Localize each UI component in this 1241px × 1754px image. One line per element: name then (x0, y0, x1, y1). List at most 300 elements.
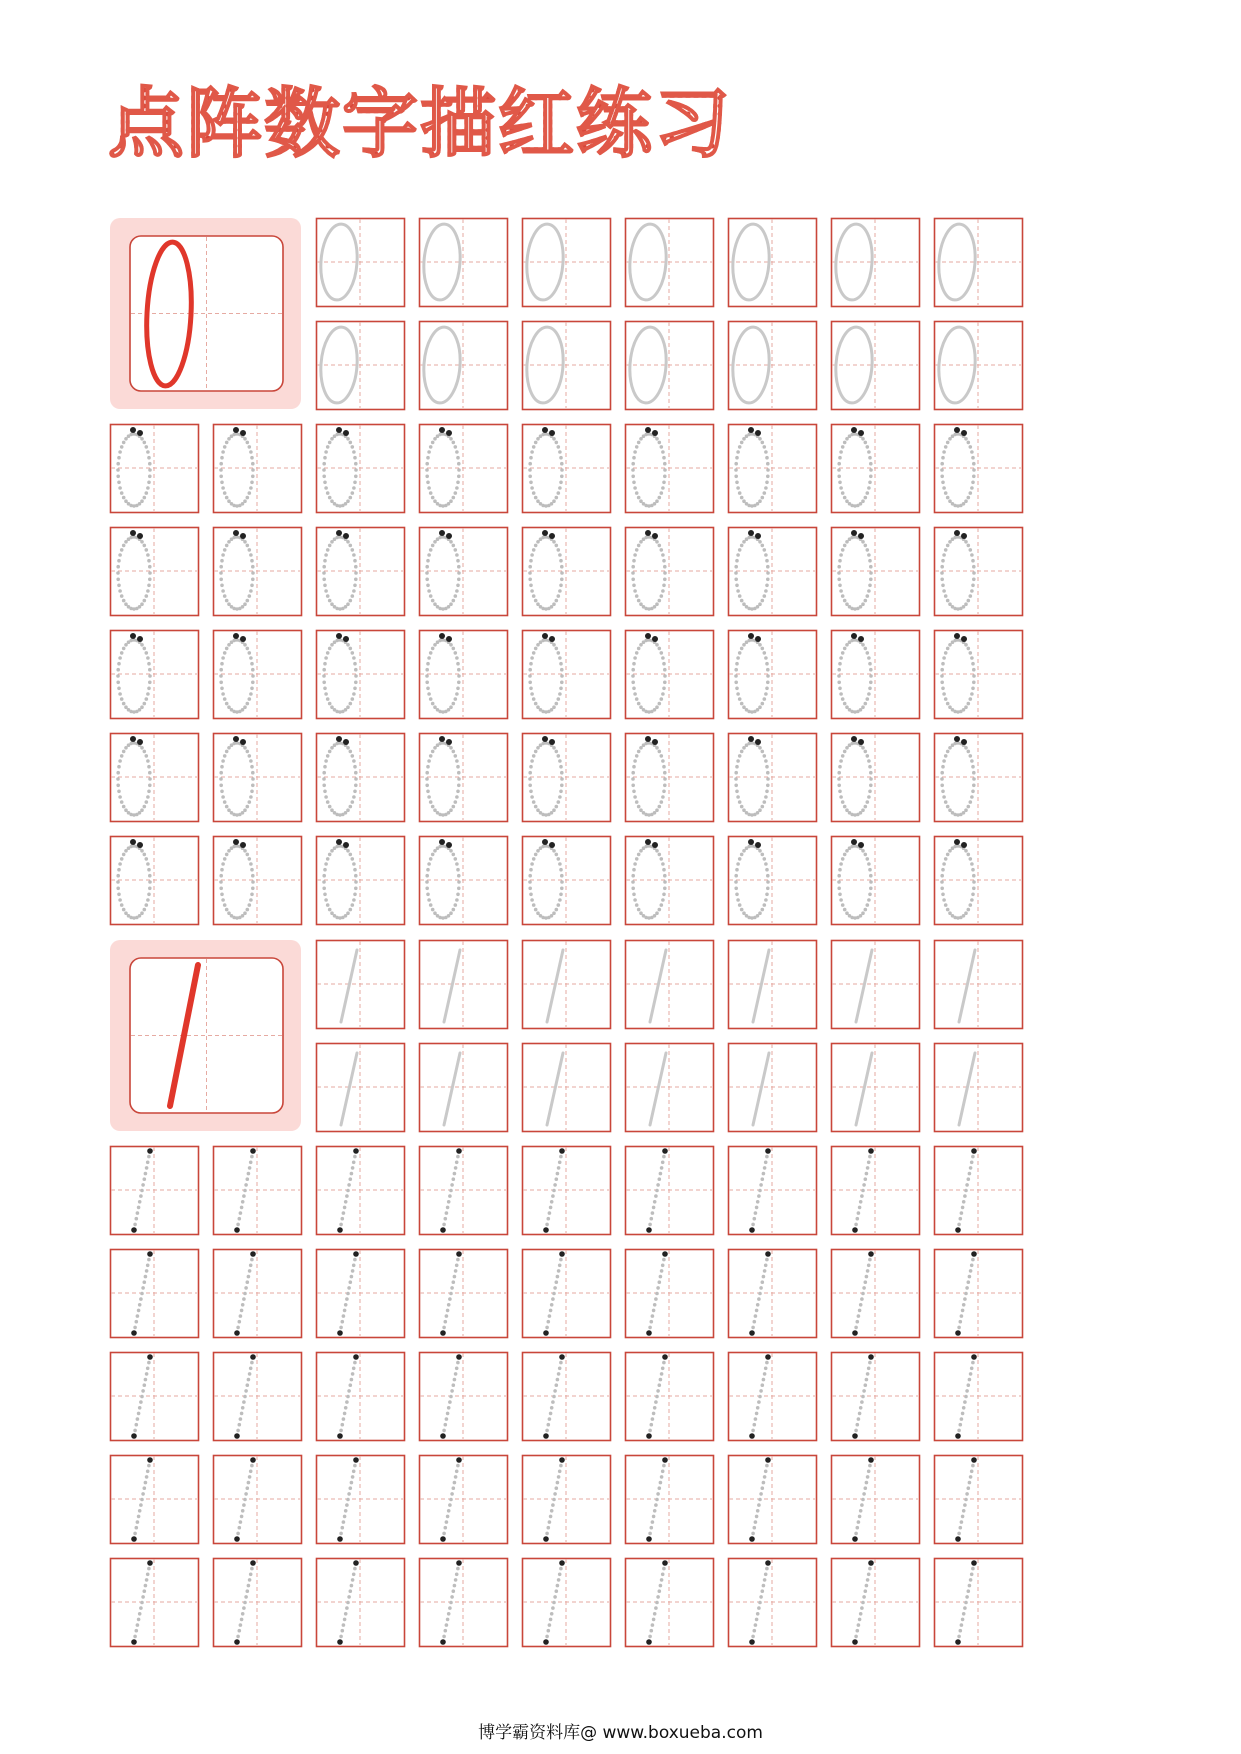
guide-dot (660, 1372, 664, 1376)
guide-dot (763, 697, 767, 701)
start-dot (343, 430, 349, 436)
guide-dot (655, 1395, 659, 1399)
guide-dot (148, 578, 152, 582)
guide-dot (445, 1623, 449, 1627)
guide-dot (449, 1498, 453, 1502)
guide-dot (236, 1223, 240, 1227)
guide-dot (243, 499, 247, 503)
guide-dot (534, 702, 538, 706)
guide-dot (230, 914, 234, 918)
start-dot (954, 736, 960, 742)
guide-dot (431, 544, 435, 548)
guide-dot (455, 450, 459, 454)
guide-dot (146, 898, 150, 902)
start-dot (336, 633, 342, 639)
guide-dot (868, 1567, 872, 1571)
guide-dot (120, 445, 124, 449)
guide-dot (766, 578, 770, 582)
start-dot (954, 839, 960, 845)
guide-dot (243, 1498, 247, 1502)
guide-dot (654, 1503, 658, 1507)
guide-dot (117, 765, 121, 769)
guide-dot (230, 708, 234, 712)
guide-dot (964, 437, 968, 441)
guide-dot (246, 908, 250, 912)
start-dot (137, 430, 143, 436)
guide-dot (534, 853, 538, 857)
guide-dot (326, 548, 330, 552)
start-dot (646, 1639, 652, 1645)
guide-dot (248, 491, 252, 495)
guide-dot (456, 687, 460, 691)
guide-dot (138, 1406, 142, 1410)
guide-dot (249, 656, 253, 660)
guide-dot (765, 584, 769, 588)
start-dot (240, 430, 246, 436)
guide-dot (148, 571, 152, 575)
guide-dot (758, 602, 762, 606)
guide-dot (145, 697, 149, 701)
guide-dot (140, 540, 144, 544)
guide-dot (548, 1623, 552, 1627)
guide-dot (964, 1189, 968, 1193)
guide-dot (658, 805, 662, 809)
guide-dot (456, 1361, 460, 1365)
start-dot (336, 530, 342, 536)
guide-dot (117, 481, 121, 485)
start-dot (662, 1457, 668, 1463)
guide-dot (865, 1172, 869, 1176)
guide-dot (969, 697, 973, 701)
guide-dot (654, 1400, 658, 1404)
guide-dot (865, 1481, 869, 1485)
guide-dot (864, 853, 868, 857)
guide-dot (339, 1635, 343, 1639)
guide-dot (742, 499, 746, 503)
guide-dot (146, 862, 150, 866)
guide-dot (243, 1395, 247, 1399)
start-dot (233, 530, 239, 536)
guide-dot (550, 1200, 554, 1204)
guide-dot (763, 1372, 767, 1376)
guide-dot (639, 602, 643, 606)
guide-dot (631, 462, 635, 466)
guide-dot (219, 462, 223, 466)
guide-dot (765, 456, 769, 460)
guide-dot (453, 1172, 457, 1176)
guide-dot (940, 475, 944, 479)
guide-dot (425, 565, 429, 569)
guide-dot (352, 1470, 356, 1474)
guide-dot (528, 777, 532, 781)
guide-dot (972, 674, 976, 678)
guide-dot (429, 491, 433, 495)
guide-dot (250, 662, 254, 666)
guide-dot (351, 754, 355, 758)
guide-dot (426, 765, 430, 769)
guide-dot (763, 1475, 767, 1479)
guide-dot (968, 1481, 972, 1485)
guide-dot (251, 565, 255, 569)
guide-dot (120, 903, 124, 907)
start-dot (549, 533, 555, 539)
guide-dot (323, 662, 327, 666)
guide-dot (559, 1464, 563, 1468)
start-dot (755, 533, 761, 539)
practice-box (935, 1147, 1023, 1235)
guide-dot (456, 559, 460, 563)
guide-dot (146, 553, 150, 557)
guide-dot (127, 605, 131, 609)
guide-dot (530, 862, 534, 866)
guide-dot (946, 805, 950, 809)
guide-dot (433, 746, 437, 750)
practice-box (729, 425, 817, 513)
guide-dot (122, 544, 126, 548)
guide-dot (452, 544, 456, 548)
start-dot (858, 533, 864, 539)
guide-dot (662, 1258, 666, 1262)
demo-panel-1 (110, 940, 301, 1131)
guide-dot (940, 578, 944, 582)
guide-dot (839, 486, 843, 490)
guide-dot (120, 857, 124, 861)
start-dot (250, 1354, 256, 1360)
guide-dot (555, 805, 559, 809)
guide-dot (425, 578, 429, 582)
guide-dot (352, 795, 356, 799)
guide-dot (351, 1166, 355, 1170)
guide-dot (342, 1211, 346, 1215)
guide-dot (239, 1314, 243, 1318)
guide-dot (534, 496, 538, 500)
start-dot (456, 1457, 462, 1463)
guide-dot (869, 475, 873, 479)
guide-dot (433, 602, 437, 606)
guide-dot (326, 697, 330, 701)
guide-dot (547, 1629, 551, 1633)
guide-dot (346, 911, 350, 915)
guide-dot (632, 456, 636, 460)
guide-dot (530, 898, 534, 902)
guide-dot (426, 868, 430, 872)
guide-dot (117, 893, 121, 897)
guide-dot (352, 656, 356, 660)
guide-dot (734, 468, 738, 472)
guide-dot (759, 1492, 763, 1496)
guide-dot (560, 578, 564, 582)
guide-dot (558, 450, 562, 454)
practice-box (523, 941, 611, 1029)
guide-dot (346, 437, 350, 441)
guide-dot (143, 544, 147, 548)
practice-box (832, 322, 920, 410)
guide-dot (248, 548, 252, 552)
start-dot (961, 842, 967, 848)
guide-dot (427, 898, 431, 902)
guide-dot (133, 1326, 137, 1330)
guide-dot (841, 548, 845, 552)
guide-dot (352, 898, 356, 902)
guide-dot (247, 1378, 251, 1382)
guide-dot (761, 1383, 765, 1387)
guide-dot (758, 849, 762, 853)
guide-dot (116, 674, 120, 678)
guide-dot (553, 1286, 557, 1290)
guide-dot (528, 565, 532, 569)
guide-dot (662, 662, 666, 666)
guide-dot (146, 1161, 150, 1165)
guide-dot (139, 1606, 143, 1610)
guide-dot (946, 496, 950, 500)
guide-dot (447, 1406, 451, 1410)
guide-dot (764, 1367, 768, 1371)
guide-dot (632, 687, 636, 691)
start-dot (749, 1433, 755, 1439)
guide-dot (454, 1578, 458, 1582)
guide-dot (753, 1217, 757, 1221)
practice-box (832, 1147, 920, 1235)
guide-dot (349, 805, 353, 809)
guide-dot (243, 849, 247, 853)
guide-dot (761, 908, 765, 912)
guide-dot (536, 808, 540, 812)
guide-dot (944, 903, 948, 907)
start-dot (549, 739, 555, 745)
guide-dot (457, 771, 461, 775)
guide-dot (347, 1492, 351, 1496)
start-dot (748, 530, 754, 536)
guide-dot (965, 1286, 969, 1290)
guide-dot (539, 605, 543, 609)
guide-dot (326, 903, 330, 907)
guide-dot (248, 697, 252, 701)
guide-dot (450, 1389, 454, 1393)
guide-dot (843, 908, 847, 912)
guide-dot (249, 692, 253, 696)
guide-dot (140, 602, 144, 606)
guide-dot (425, 777, 429, 781)
guide-dot (127, 708, 131, 712)
guide-dot (656, 1389, 660, 1393)
practice-box (523, 1456, 611, 1544)
guide-dot (335, 536, 339, 540)
guide-dot (656, 1286, 660, 1290)
guide-dot (869, 880, 873, 884)
guide-dot (339, 1532, 343, 1536)
guide-dot (972, 771, 976, 775)
practice-box (420, 425, 508, 513)
start-dot (440, 1227, 446, 1233)
guide-dot (663, 475, 667, 479)
guide-dot (944, 445, 948, 449)
guide-dot (765, 868, 769, 872)
guide-dot (335, 845, 339, 849)
guide-dot (145, 800, 149, 804)
guide-dot (758, 540, 762, 544)
guide-dot (941, 559, 945, 563)
guide-dot (221, 656, 225, 660)
guide-dot (970, 759, 974, 763)
guide-dot (343, 1515, 347, 1519)
practice-box (214, 631, 302, 719)
guide-dot (243, 1601, 247, 1605)
guide-dot (971, 687, 975, 691)
guide-dot (551, 1400, 555, 1404)
practice-box (317, 734, 405, 822)
guide-dot (449, 437, 453, 441)
practice-box (832, 528, 920, 616)
guide-dot (866, 754, 870, 758)
guide-dot (648, 1532, 652, 1536)
guide-dot (948, 499, 952, 503)
guide-dot (661, 862, 665, 866)
practice-box (420, 734, 508, 822)
guide-dot (759, 1286, 763, 1290)
start-dot (755, 842, 761, 848)
practice-box (317, 631, 405, 719)
practice-box (626, 1456, 714, 1544)
guide-dot (738, 800, 742, 804)
guide-dot (353, 1361, 357, 1365)
guide-dot (970, 1470, 974, 1474)
guide-dot (344, 1303, 348, 1307)
guide-dot (347, 1183, 351, 1187)
guide-dot (354, 571, 358, 575)
start-dot (130, 633, 136, 639)
guide-dot (353, 765, 357, 769)
guide-dot (230, 502, 234, 506)
guide-dot (145, 857, 149, 861)
guide-dot (136, 1211, 140, 1215)
guide-dot (444, 1320, 448, 1324)
guide-dot (322, 668, 326, 672)
guide-dot (219, 475, 223, 479)
guide-dot (862, 1389, 866, 1393)
guide-dot (845, 746, 849, 750)
start-dot (961, 533, 967, 539)
guide-dot (129, 845, 133, 849)
guide-dot (242, 1194, 246, 1198)
practice-box (935, 734, 1023, 822)
practice-box (317, 1147, 405, 1235)
guide-dot (735, 481, 739, 485)
guide-dot (661, 1573, 665, 1577)
guide-dot (633, 862, 637, 866)
start-dot (559, 1251, 565, 1257)
guide-dot (658, 908, 662, 912)
guide-dot (427, 486, 431, 490)
guide-dot (352, 589, 356, 593)
guide-dot (942, 862, 946, 866)
guide-dot (867, 486, 871, 490)
guide-dot (655, 911, 659, 915)
guide-dot (330, 499, 334, 503)
guide-dot (353, 1258, 357, 1262)
guide-dot (330, 437, 334, 441)
guide-dot (951, 811, 955, 815)
guide-dot (857, 1520, 861, 1524)
guide-dot (747, 639, 751, 643)
guide-dot (838, 765, 842, 769)
guide-dot (250, 868, 254, 872)
guide-dot (220, 456, 224, 460)
guide-dot (658, 1589, 662, 1593)
guide-dot (120, 800, 124, 804)
guide-dot (541, 536, 545, 540)
guide-dot (868, 559, 872, 563)
guide-dot (658, 647, 662, 651)
guide-dot (761, 1589, 765, 1593)
guide-dot (662, 1361, 666, 1365)
practice-box (420, 1250, 508, 1338)
guide-dot (335, 639, 339, 643)
guide-dot (961, 1309, 965, 1313)
guide-dot (660, 697, 664, 701)
guide-dot (957, 1635, 961, 1639)
start-dot (652, 430, 658, 436)
practice-box (935, 425, 1023, 513)
guide-dot (549, 1309, 553, 1313)
guide-dot (438, 639, 442, 643)
practice-box (214, 1559, 302, 1647)
guide-dot (225, 805, 229, 809)
guide-dot (972, 565, 976, 569)
guide-dot (352, 1161, 356, 1165)
guide-dot (450, 1492, 454, 1496)
guide-dot (330, 643, 334, 647)
start-dot (971, 1354, 977, 1360)
guide-dot (970, 450, 974, 454)
guide-dot (248, 1372, 252, 1376)
guide-dot (559, 687, 563, 691)
guide-dot (940, 674, 944, 678)
guide-dot (322, 571, 326, 575)
guide-dot (867, 1264, 871, 1268)
guide-dot (221, 450, 225, 454)
guide-dot (249, 1264, 253, 1268)
guide-dot (227, 437, 231, 441)
guide-dot (658, 853, 662, 857)
guide-dot (328, 544, 332, 548)
practice-box (935, 631, 1023, 719)
start-dot (456, 1354, 462, 1360)
guide-dot (633, 656, 637, 660)
guide-dot (964, 705, 968, 709)
guide-dot (635, 491, 639, 495)
guide-dot (136, 1623, 140, 1627)
guide-dot (219, 674, 223, 678)
guide-dot (127, 811, 131, 815)
practice-box (214, 734, 302, 822)
guide-dot (552, 746, 556, 750)
guide-dot (225, 441, 229, 445)
guide-dot (249, 589, 253, 593)
guide-dot (661, 759, 665, 763)
guide-dot (736, 656, 740, 660)
guide-dot (552, 1395, 556, 1399)
guide-dot (219, 777, 223, 781)
start-dot (755, 739, 761, 745)
guide-dot (747, 536, 751, 540)
guide-dot (220, 687, 224, 691)
guide-dot (240, 1618, 244, 1622)
practice-box (832, 1250, 920, 1338)
guide-dot (942, 759, 946, 763)
guide-dot (145, 1475, 149, 1479)
guide-dot (223, 594, 227, 598)
practice-box (420, 1456, 508, 1544)
